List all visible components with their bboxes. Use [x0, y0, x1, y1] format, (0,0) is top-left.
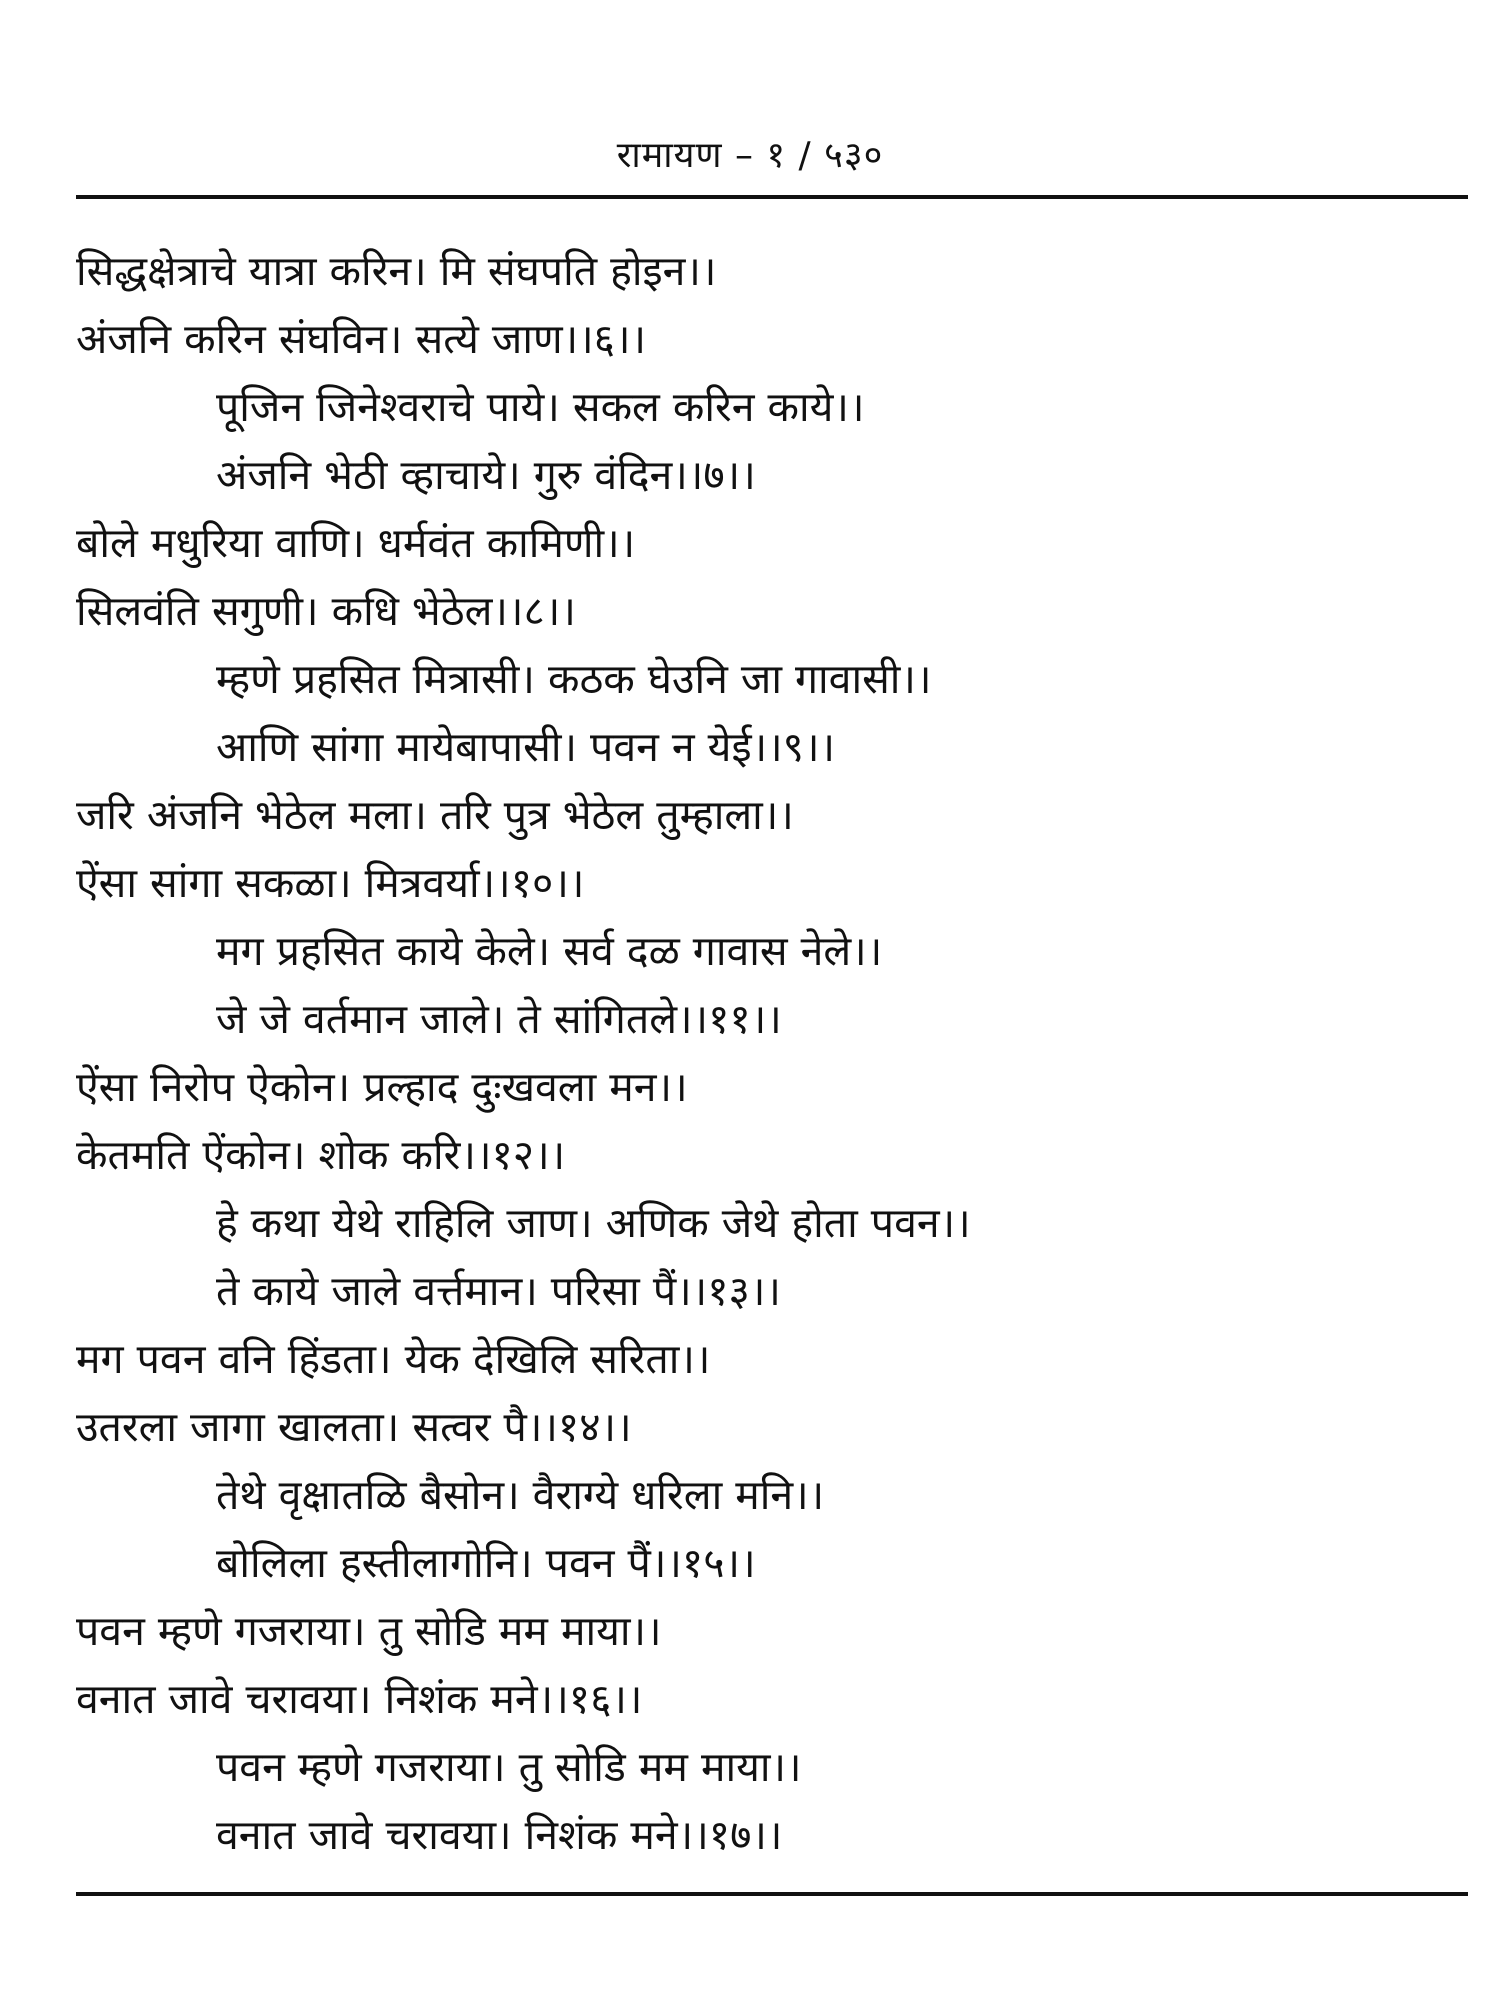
- verse-line: हे कथा येथे राहिलि जाण। अणिक जेथे होता पवन।।: [216, 1199, 971, 1247]
- verse-line: सिलवंति सगुणी। कधि भेठेल।।८।।: [76, 587, 576, 635]
- verse-line: ऐंसा निरोप ऐकोन। प्रल्हाद दुःखवला मन।।: [76, 1063, 688, 1111]
- verse-line: वनात जावे चरावया। निशंक मने।।१७।।: [216, 1811, 783, 1859]
- verse-line: बोलिला हस्तीलागोनि। पवन पैं।।१५।।: [216, 1539, 756, 1587]
- verse-line: पवन म्हणे गजराया। तु सोडि मम माया।।: [76, 1607, 662, 1655]
- verse-line: ऐंसा सांगा सकळा। मित्रवर्या।।१०।।: [76, 859, 585, 907]
- verse-line: अंजनि करिन संघविन। सत्ये जाण।।६।।: [76, 315, 647, 363]
- verse-line: आणि सांगा मायेबापासी। पवन न येई।।९।।: [216, 723, 836, 771]
- verse-line: तेथे वृक्षातळि बैसोन। वैराग्ये धरिला मनि।।: [216, 1471, 825, 1519]
- verse-line: मग पवन वनि हिंडता। येक देखिलि सरिता।।: [76, 1335, 711, 1383]
- verse-line: पवन म्हणे गजराया। तु सोडि मम माया।।: [216, 1743, 802, 1791]
- verse-line: पूजिन जिनेश्वराचे पाये। सकल करिन काये।।: [216, 383, 865, 431]
- verse-block: [76, 237, 1468, 1869]
- footer-rule: [76, 1892, 1468, 1896]
- verse-line: जे जे वर्तमान जाले। ते सांगितले।।११।।: [216, 995, 782, 1043]
- verse-line: मग प्रहसित काये केले। सर्व दळ गावास नेले।।: [216, 927, 883, 975]
- verse-line: ते काये जाले वर्त्तमान। परिसा पैं।।१३।।: [216, 1267, 781, 1315]
- header-rule: [76, 195, 1468, 199]
- verse-line: म्हणे प्रहसित मित्रासी। कठक घेउनि जा गावासी।।: [216, 655, 932, 703]
- running-header: रामायण – १ / ५३०: [616, 135, 884, 176]
- verse-line: सिद्धक्षेत्राचे यात्रा करिन। मि संघपति होइन।।: [76, 247, 717, 295]
- verse-line: अंजनि भेठी व्हाचाये। गुरु वंदिन।।७।।: [216, 451, 756, 499]
- verse-line: केतमति ऐंकोन। शोक करि।।१२।।: [76, 1131, 566, 1179]
- verse-line: जरि अंजनि भेठेल मला। तरि पुत्र भेठेल तुम्हाला।।: [76, 791, 794, 839]
- verse-line: बोले मधुरिया वाणि। धर्मवंत कामिणी।।: [76, 519, 636, 567]
- verse-line: वनात जावे चरावया। निशंक मने।।१६।।: [76, 1675, 643, 1723]
- verse-line: उतरला जागा खालता। सत्वर पै।।१४।।: [76, 1403, 632, 1451]
